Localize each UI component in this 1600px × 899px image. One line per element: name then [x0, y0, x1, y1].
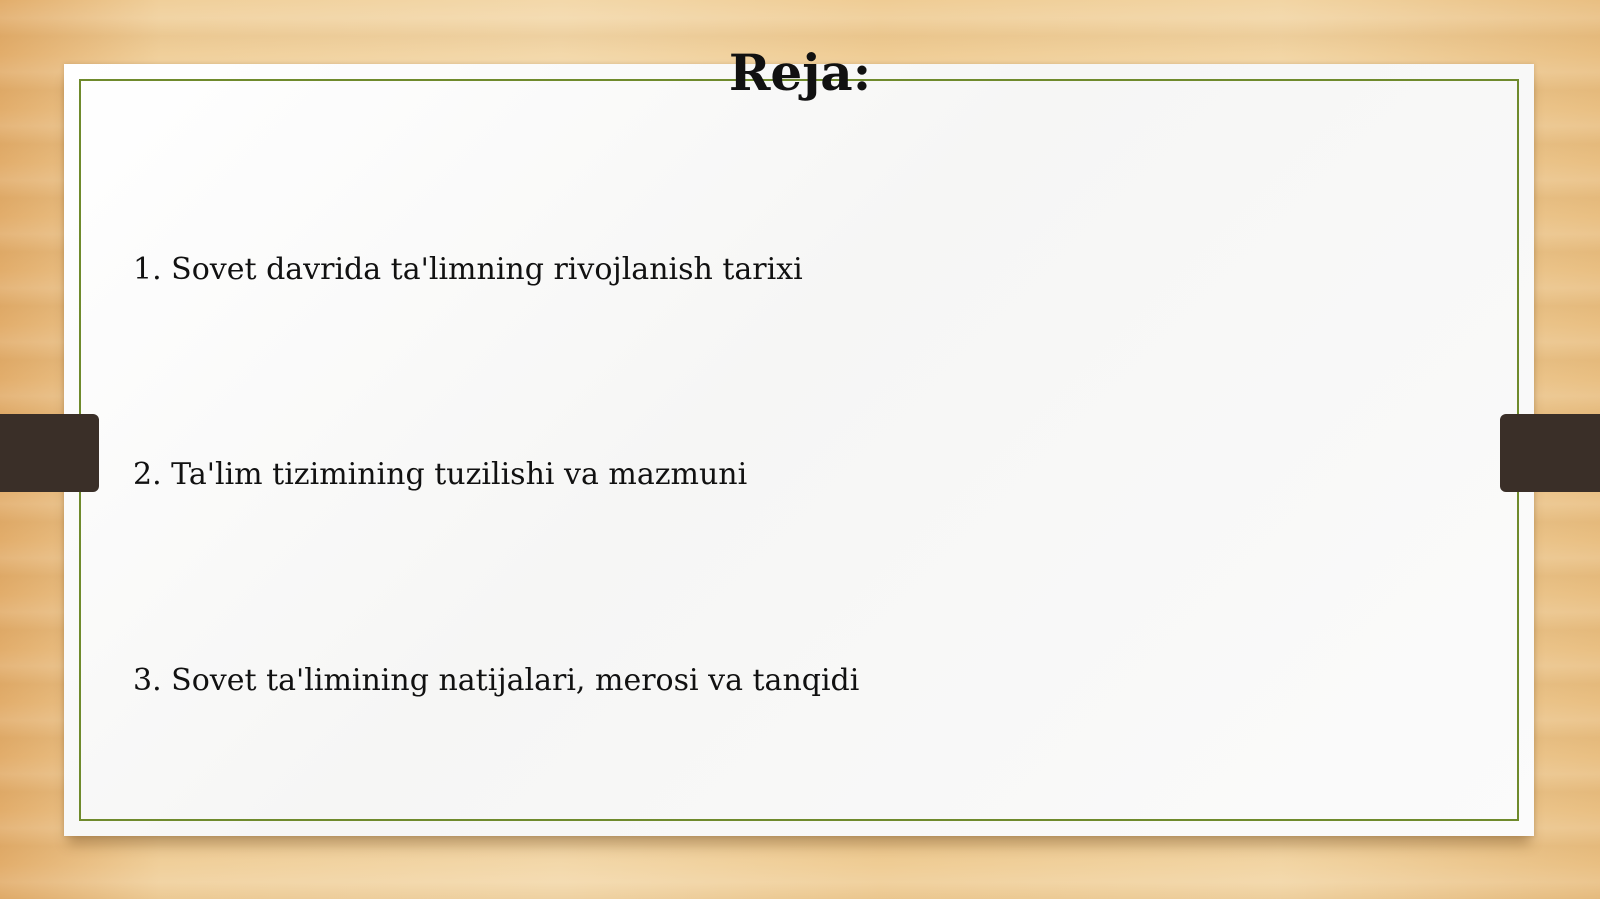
slide-title: Reja: — [728, 43, 872, 102]
left-binder-tab — [0, 414, 99, 492]
plan-item-3: 3. Sovet ta'limining natijalari, merosi va tanqidi — [133, 663, 860, 698]
right-binder-tab — [1500, 414, 1600, 492]
plan-item-2: 2. Ta'lim tizimining tuzilishi va mazmuni — [133, 457, 748, 492]
slide-paper — [64, 64, 1534, 836]
slide-frame-border — [79, 79, 1519, 821]
plan-item-1: 1. Sovet davrida ta'limning rivojlanish tarixi — [133, 252, 803, 287]
